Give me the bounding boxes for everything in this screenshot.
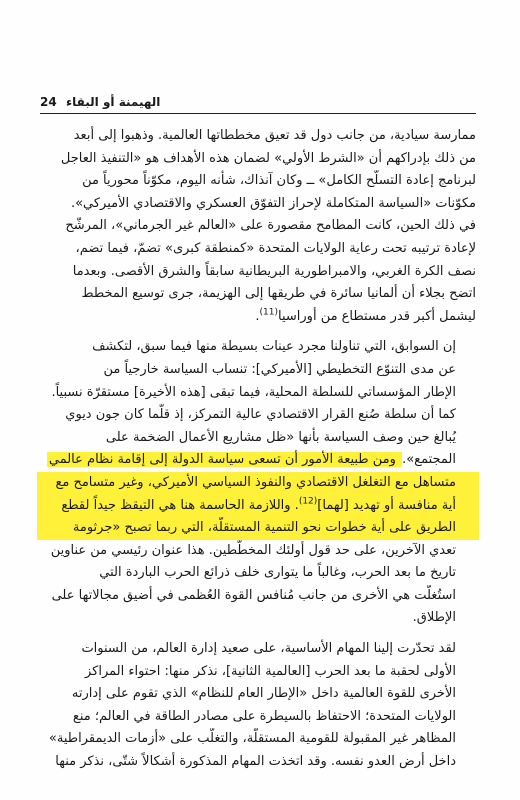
highlighted-text-line: الطريق على أية خطوات نحو التنمية المستقلّة، التي ربما تصبح «جرثومة [37, 517, 479, 540]
body-text [40, 125, 476, 774]
text-line: لقد تحدّرت إلينا المهام الأساسية، على صعيد إدارة العالم، من السنوات [81, 641, 456, 657]
running-header [40, 94, 478, 110]
highlighted-text-line [37, 495, 479, 518]
text-line: إن السوابق، التي تناولنا مجرد عينات بسيطة منها فيما سبق، لتكشف [92, 339, 456, 355]
text-segment: . واللازمة الحاسمة هنا هي التيقظ جيداً لقطع [61, 497, 299, 513]
text-line: ممارسة سيادية، من جانب دول قد تعيق مخططاتها العالمية. وذهبوا إلى أبعد [73, 128, 476, 143]
paragraph-2 [40, 336, 476, 630]
text-line: الإطار المؤسساتي للسلطة المحلية، فيما تبقى [هذه الأخيرة] مستقرّة نسبياً. [51, 384, 456, 400]
text-line: الولايات المتحدة؛ الاحتفاظ بالسيطرة على مصادر الطاقة في العالم؛ منع [72, 708, 456, 724]
text-line: كما أن سلطة صُنع القرار الاقتصادي عالية التمركز، إذ قلّما كان جون ديوي [65, 407, 456, 423]
text-segment: أية منافسة أو تهديد [لهما] [317, 497, 456, 513]
text-line: تعدي الآخرين، على حد قول أولئك المخطّطين. هذا عنوان رئيسي من عناوين [50, 542, 456, 558]
text-line: تاريخ ما بعد الحرب، وغالباً ما يتوارى خلف ذرائع الحرب الباردة التي [99, 565, 456, 581]
text-line: لبرنامج إعادة التسلّح الكامل» ــ وكان آنذاك، شأنه اليوم، مكوّناً محورياً من [82, 173, 476, 189]
footnote-ref: (11) [259, 307, 278, 318]
text-line: مكوّنات «السياسة المتكاملة لإحراز التفوّق العسكري والاقتصادي الأميركي». [70, 195, 476, 211]
text-line: استُغلّت هي الأخرى من جانب مُنافس القوة العُظمى في أضيق مجالاتها على [51, 587, 456, 603]
text-line: في ذلك الحين، كانت المطامح مقصورة على «العالم غير الجرماني»، المرشّح [65, 218, 476, 234]
text-segment: المجتمع». [402, 452, 456, 468]
text-line: داخل أرض العدو نفسه. وقد اتخذت المهام المذكورة أشكالاً شتّى، نذكر منها [55, 754, 456, 770]
header-rule [40, 113, 476, 114]
text-line [40, 306, 476, 329]
text-segment: ليشمل أكبر قدر مستطاع من أوراسيا [278, 308, 476, 324]
text-line: الإطلاق. [412, 610, 456, 626]
text-line: يُبالغ حين وصف السياسة بأنها «ظل مشاريع الأعمال الضخمة على [105, 429, 456, 445]
running-title: الهيمنة أو البقاء [66, 95, 161, 109]
footnote-ref: (12) [298, 496, 318, 507]
paragraph-1 [40, 125, 476, 328]
text-line: نصف الكرة الغربي، والامبراطورية البريطانية سابقاً والشرق الأقصى. وبعدما [72, 263, 476, 279]
text-line: من ذلك بإدراكهم أن «الشرط الأولي» لضمان هذه الأهداف هو «التنفيذ العاجل [60, 150, 476, 166]
highlighted-text: ومن طبيعة الأمور أن تسعى سياسة الدولة إلى إقامة نظام عالمي [48, 452, 401, 468]
text-line [40, 449, 476, 472]
text-line: عن مدى التنوّع التخطيطي [الأميركي]: تنساب السياسة خارجياً من [103, 361, 456, 377]
paragraph-3 [40, 638, 476, 774]
period: . [255, 308, 260, 324]
text-line: الأخرى للقوة العالمية داخل «الإطار العام للنظام» الذي تقوم على إدارته [71, 686, 456, 702]
text-line: الأولى لحقبة ما بعد الحرب [العالمية الثانية]، نذكر منها: احتواء المراكز [84, 663, 456, 679]
text-line: اتضح بجلاء أن ألمانيا سائرة في طريقها إلى الهزيمة، جرى توسيع المخطط [81, 286, 476, 302]
text-line: لإعادة ترتيبه تحت رعاية الولايات المتحدة «كمنطقة كبرى» تضمّ، فيما تضم، [75, 240, 476, 256]
text-line: المظاهر غير المقبولة للقومية المستقلّة، والتغلّب على «أزمات الديمقراطية» [48, 731, 456, 747]
page-number: 24 [40, 95, 57, 109]
highlighted-text-line: متساهل مع التغلغل الاقتصادي والنفوذ السياسي الأميركي، وغير متسامح مع [37, 472, 479, 495]
